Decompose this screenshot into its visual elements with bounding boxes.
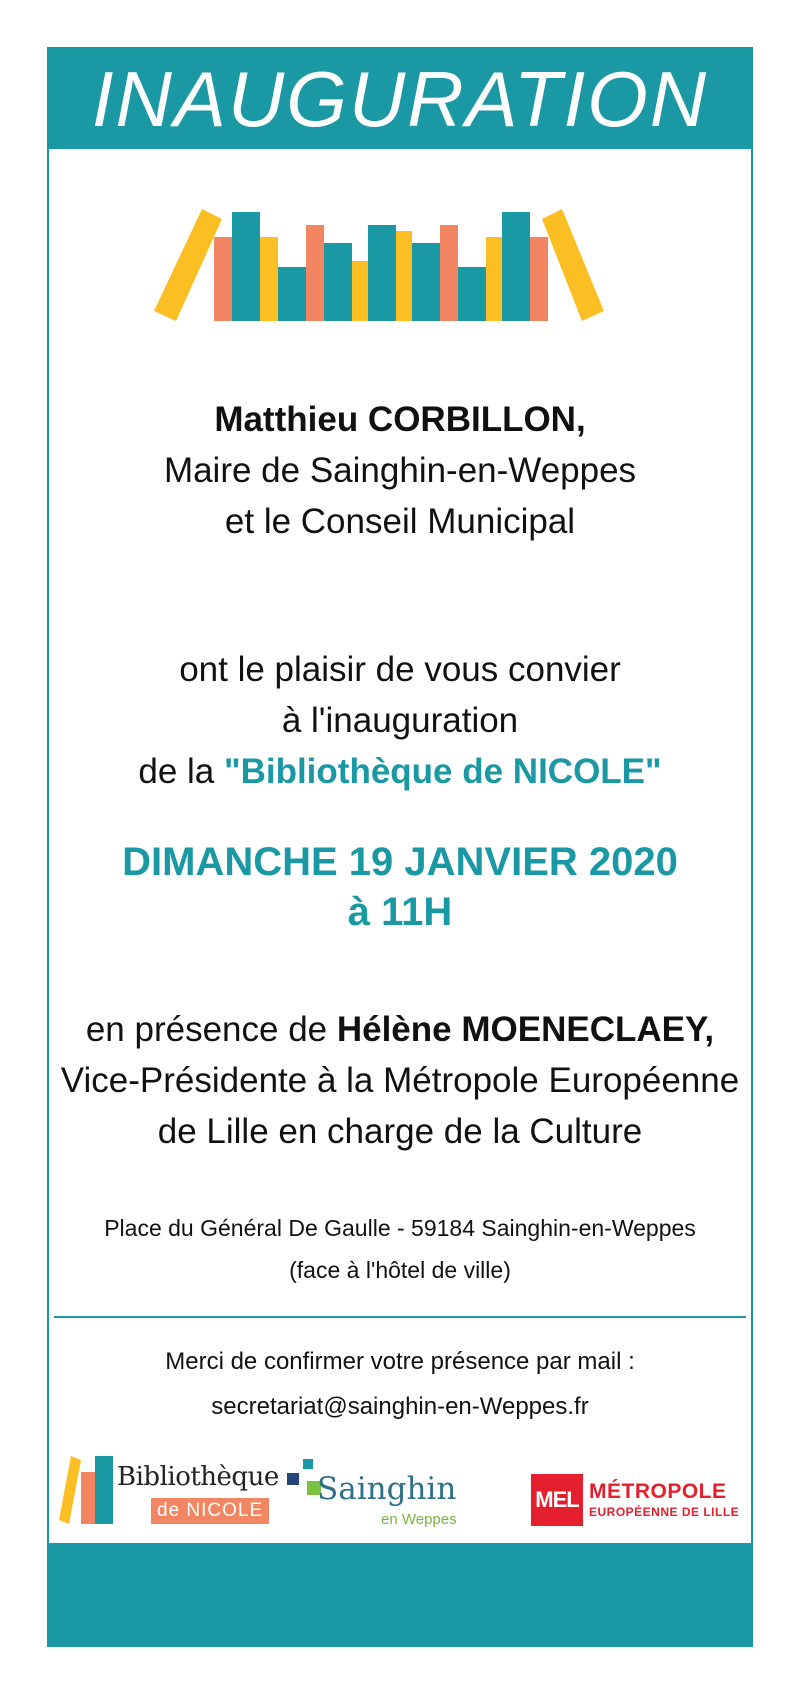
invite-line-2: à l'inauguration bbox=[281, 701, 519, 740]
rsvp-email[interactable]: secretariat@sainghin-en-Weppes.fr bbox=[211, 1393, 589, 1420]
host-council: et le Conseil Municipal bbox=[224, 502, 576, 541]
invite-line-1: ont le plaisir de vous convier bbox=[179, 650, 621, 689]
venue-note: (face à l'hôtel de ville) bbox=[289, 1257, 511, 1283]
guest-prefix: en présence de bbox=[85, 1010, 337, 1049]
mel-logo-subtitle: EUROPÉENNE DE LILLE bbox=[589, 1505, 740, 1519]
venue-block bbox=[49, 1207, 751, 1291]
rsvp-block bbox=[49, 1339, 751, 1429]
invite-line-3-prefix: de la bbox=[138, 752, 224, 791]
event-time: à 11H bbox=[347, 890, 453, 934]
invitation-text bbox=[49, 644, 751, 797]
invite-line-3 bbox=[49, 746, 751, 797]
guest-title-line-2: de Lille en charge de la Culture bbox=[157, 1112, 643, 1151]
guest-title-line-1: Vice-Présidente à la Métropole Européenne bbox=[60, 1061, 740, 1100]
venue-address: Place du Général De Gaulle - 59184 Sainghin-en-Weppes bbox=[104, 1215, 696, 1241]
rsvp-text: Merci de confirmer votre présence par mail : bbox=[165, 1348, 635, 1375]
books-illustration bbox=[154, 209, 650, 339]
guest-block bbox=[49, 1004, 751, 1157]
mel-logo-title: MÉTROPOLE bbox=[589, 1480, 727, 1503]
library-name: "Bibliothèque de NICOLE" bbox=[223, 752, 662, 791]
event-datetime bbox=[49, 837, 751, 937]
town-logo-name: Sainghin bbox=[317, 1471, 457, 1507]
library-books-icon bbox=[59, 1454, 119, 1526]
mel-logo-badge: MEL bbox=[531, 1474, 583, 1526]
library-logo bbox=[59, 1454, 279, 1529]
guest-name: Hélène MOENECLAEY, bbox=[336, 1010, 715, 1049]
host-block bbox=[49, 394, 751, 547]
town-logo-subtitle: en Weppes bbox=[381, 1511, 457, 1528]
header-banner bbox=[49, 49, 751, 149]
library-logo-subtitle: de NICOLE bbox=[151, 1498, 269, 1524]
page-title: INAUGURATION bbox=[91, 55, 709, 143]
host-role: Maire de Sainghin-en-Weppes bbox=[163, 451, 637, 490]
footer-band bbox=[49, 1543, 751, 1645]
divider bbox=[54, 1316, 746, 1318]
town-logo bbox=[287, 1459, 477, 1531]
invitation-card bbox=[47, 47, 753, 1647]
event-date: DIMANCHE 19 JANVIER 2020 bbox=[122, 840, 678, 884]
library-logo-title: Bibliothèque bbox=[117, 1462, 279, 1492]
mel-logo bbox=[531, 1474, 751, 1529]
host-name: Matthieu CORBILLON, bbox=[214, 400, 586, 439]
